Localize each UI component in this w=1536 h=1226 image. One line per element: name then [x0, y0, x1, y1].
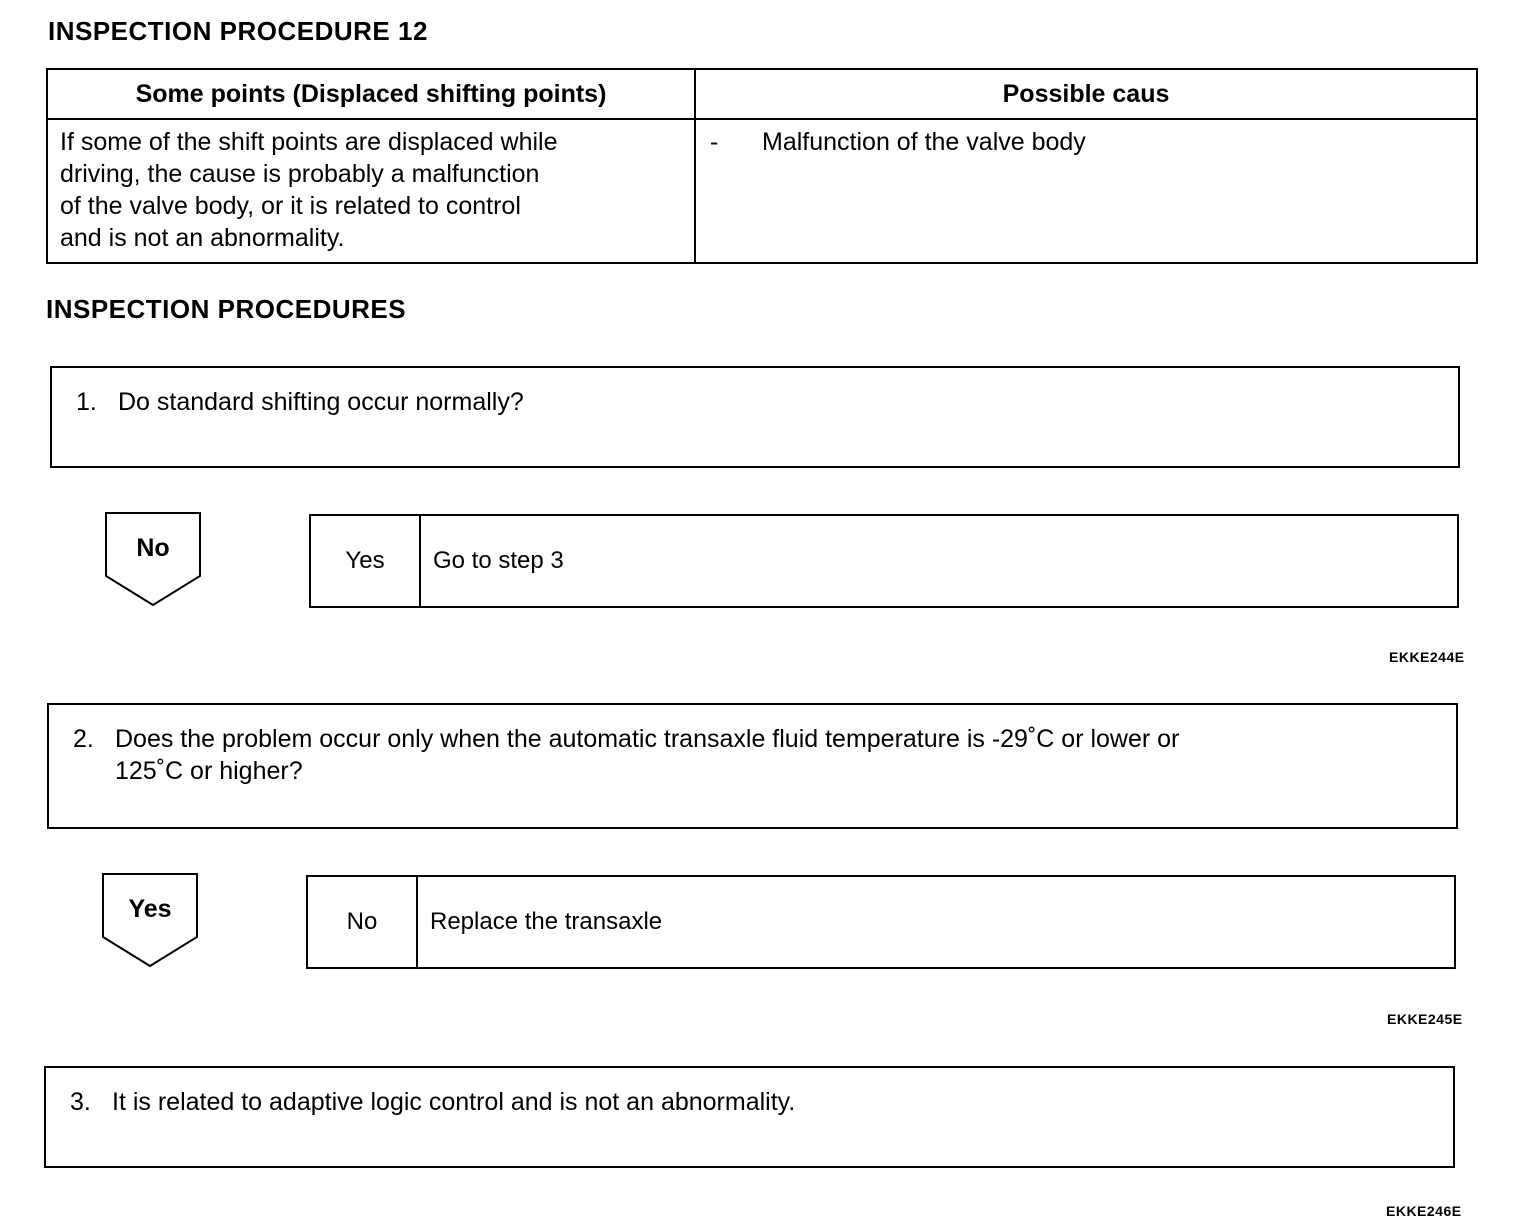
page-title: INSPECTION PROCEDURE 12	[48, 16, 428, 46]
symptom-line: of the valve body, or it is related to control	[60, 192, 521, 220]
step-number: 3.	[70, 1088, 91, 1116]
symptom-line: driving, the cause is probably a malfunction	[60, 160, 540, 188]
question-line: 125˚C or higher?	[115, 757, 303, 785]
step-3-box	[44, 1066, 1455, 1168]
figure-code: EKKE246E	[1386, 1203, 1462, 1219]
possible-causes-cell	[695, 119, 1477, 263]
branch-label: Yes	[128, 895, 172, 923]
result-key: No	[308, 877, 418, 967]
step-1-result	[309, 514, 1459, 608]
result-key: Yes	[311, 516, 421, 606]
cause-item: - Malfunction of the valve body	[708, 126, 1464, 158]
cause-column-header: Possible caus	[695, 69, 1477, 119]
figure-code: EKKE245E	[1387, 1011, 1463, 1027]
step-number: 2.	[73, 725, 94, 753]
question-line: Do standard shifting occur normally?	[118, 388, 524, 416]
step-question	[118, 386, 524, 418]
branch-label: No	[136, 534, 170, 562]
question-line: It is related to adaptive logic control and is not an abnormality.	[112, 1088, 796, 1116]
step-2-box	[47, 703, 1458, 829]
figure-code: EKKE244E	[1389, 649, 1465, 665]
step-question	[112, 1086, 795, 1118]
procedures-heading: INSPECTION PROCEDURES	[46, 294, 407, 324]
result-action: Replace the transaxle	[430, 908, 663, 935]
question-line: Does the problem occur only when the automatic transaxle fluid temperature is -29˚C or lower or	[115, 725, 1180, 753]
step-2-result	[306, 875, 1456, 969]
symptom-cause-table	[46, 68, 1478, 264]
step-number: 1.	[76, 388, 97, 416]
step-question	[115, 723, 1179, 787]
step-1-box	[50, 366, 1460, 468]
symptom-column-header: Some points (Displaced shifting points)	[47, 69, 695, 119]
symptom-line: and is not an abnormality.	[60, 224, 345, 252]
symptom-line: If some of the shift points are displaced while	[60, 128, 558, 156]
cause-list	[708, 126, 1464, 158]
symptom-description	[47, 119, 695, 263]
result-action: Go to step 3	[433, 547, 564, 574]
